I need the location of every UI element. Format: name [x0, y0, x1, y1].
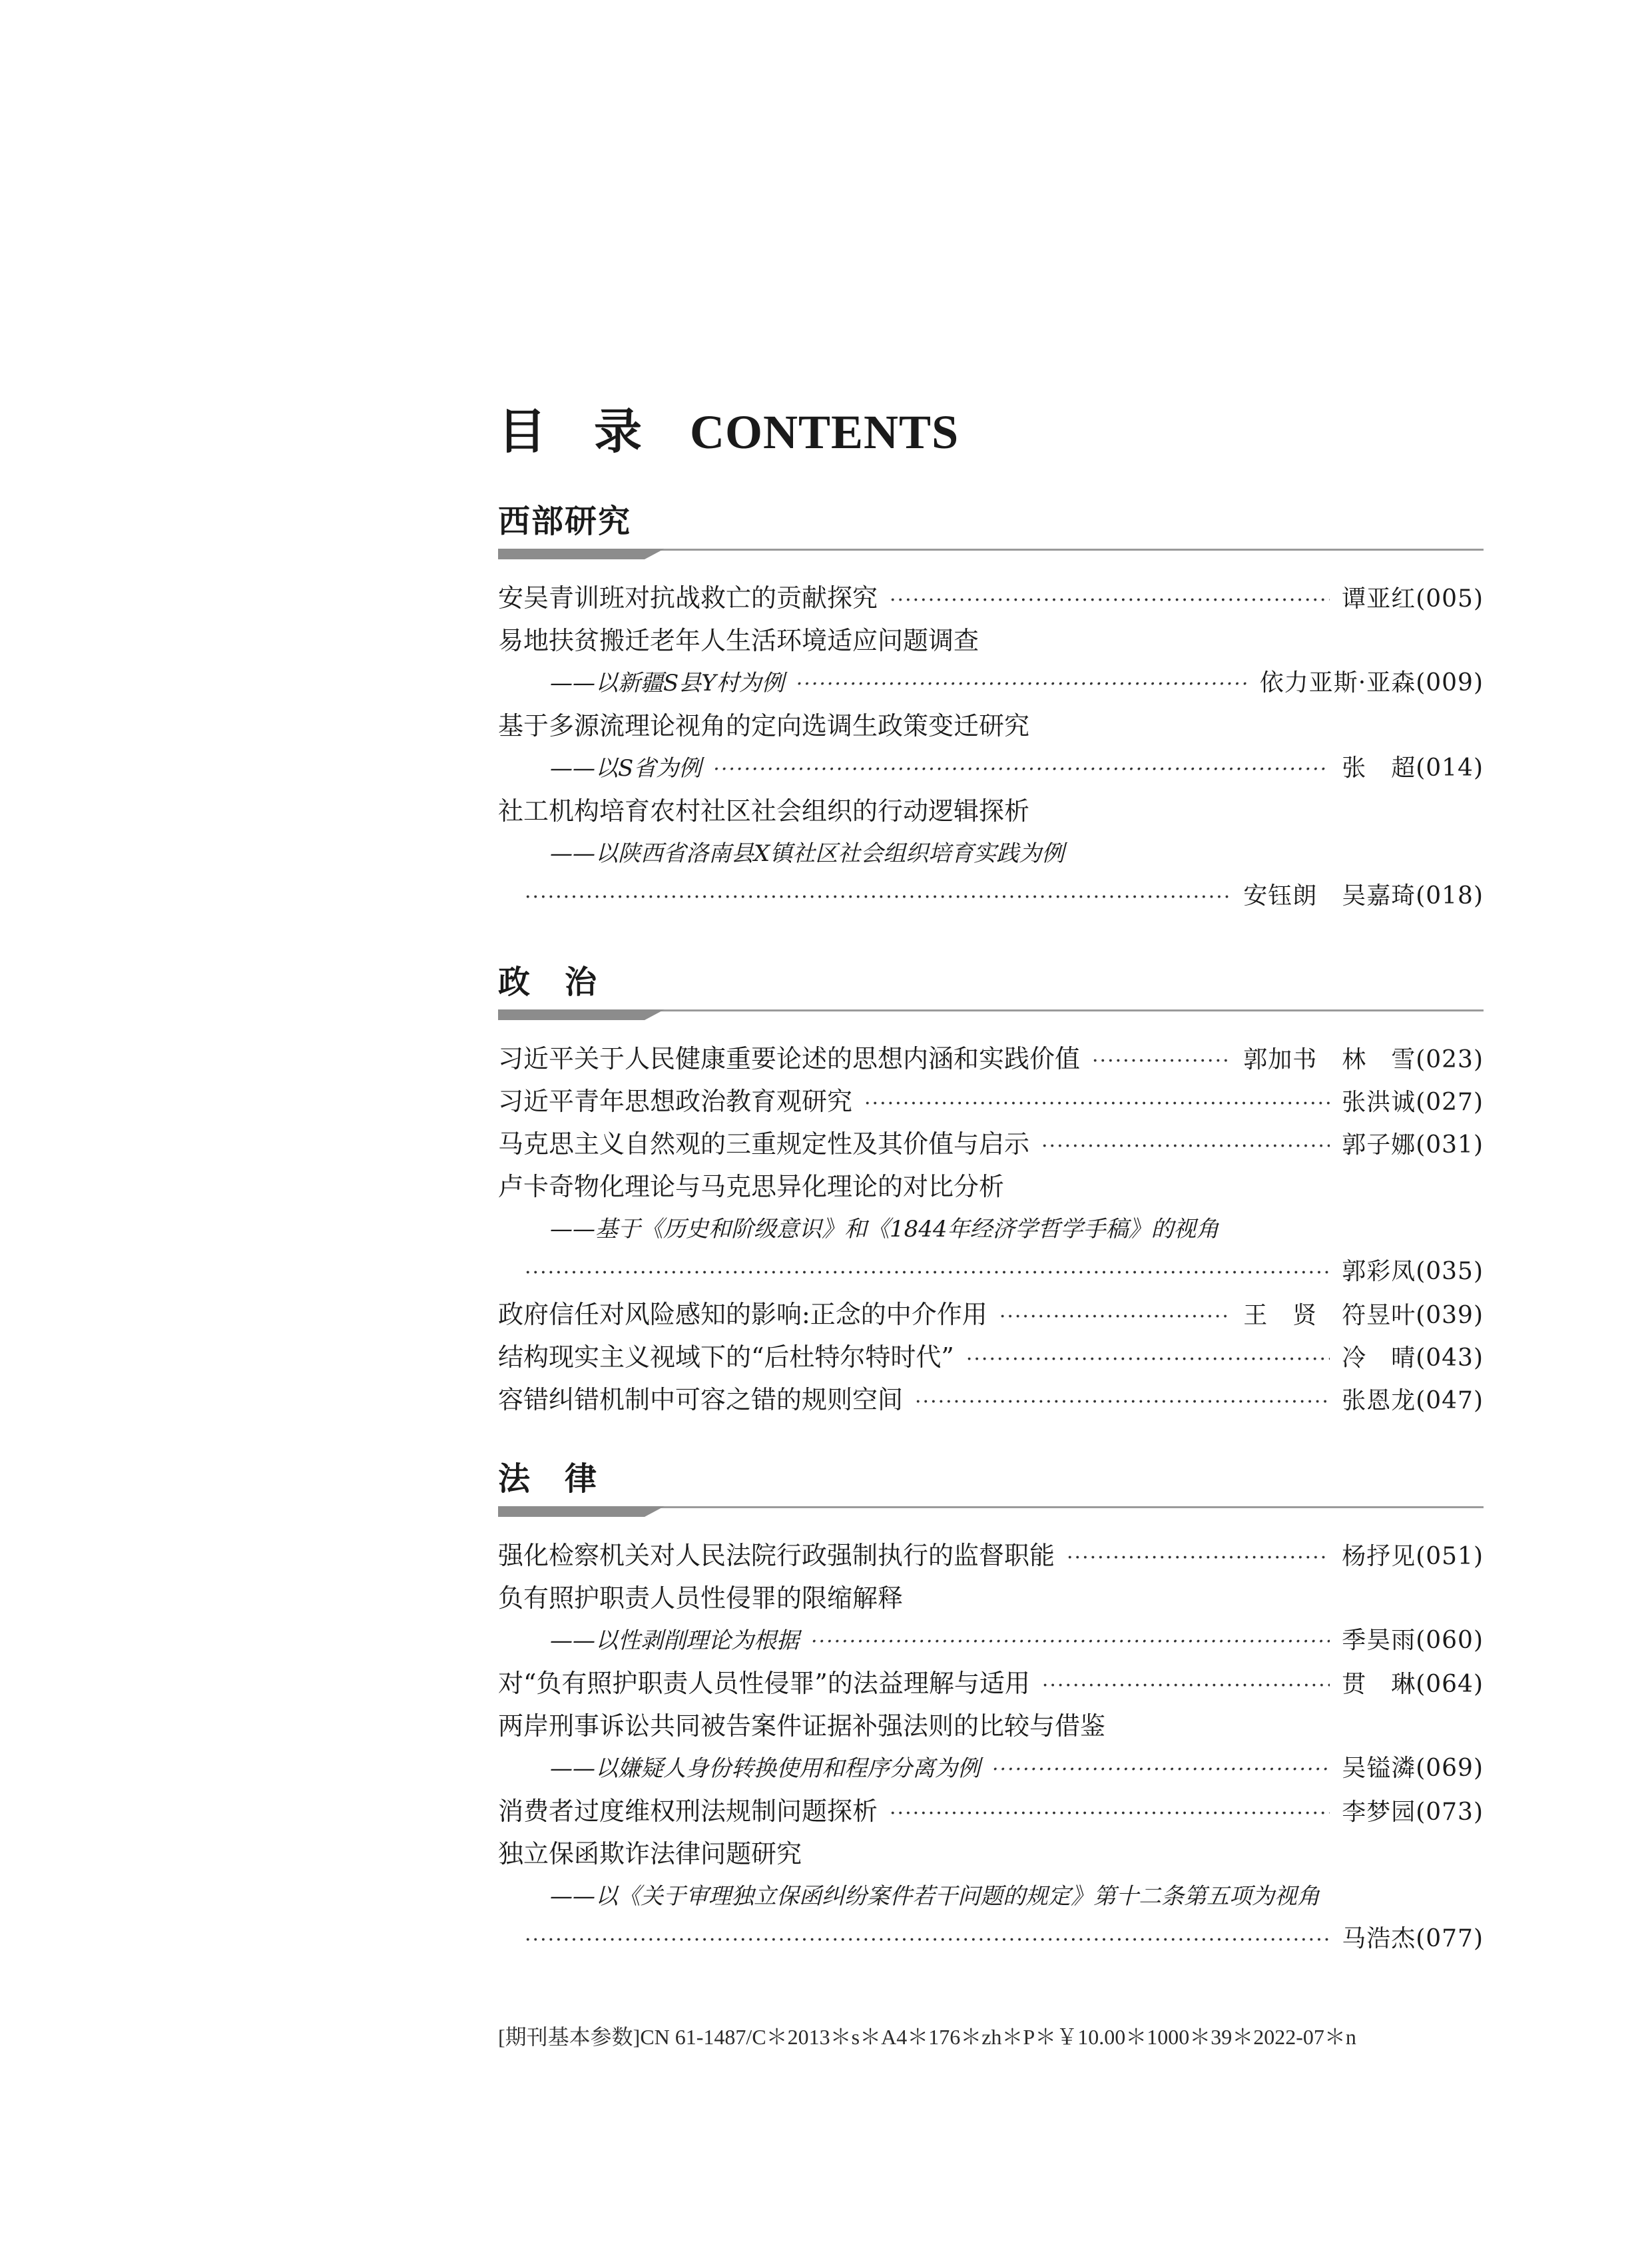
entry-author-page: 谭亚红(005) [1342, 585, 1484, 613]
entry-author-page: 王 贤 符昱叶(039) [1243, 1302, 1484, 1329]
toc-section [498, 1456, 1484, 1960]
entry-subtitle: ——以新疆S县Y村为例 [550, 670, 784, 697]
leader-dots [864, 1083, 1330, 1125]
section-title: 政 治 [498, 964, 599, 1001]
entry-title: 安吴青训班对抗战救亡的贡献探究 [498, 583, 878, 613]
leader-dots [525, 1919, 1330, 1962]
title-zh: 目录 [498, 406, 690, 459]
section-title: 法 律 [498, 1460, 599, 1498]
entry-title: 易地扶贫搬迁老年人生活环境适应问题调查 [498, 626, 979, 655]
page-title [498, 393, 959, 462]
toc-section [498, 959, 1484, 1421]
entry-subtitle: ——以S省为例 [550, 755, 702, 782]
entry-author-page: 马浩杰(077) [1342, 1925, 1484, 1952]
entry-title: 马克思主义自然观的三重规定性及其价值与启示 [498, 1129, 1030, 1159]
toc-entry-author-row[interactable] [498, 875, 1484, 918]
entry-title: 负有照护职责人员性侵罪的限缩解释 [498, 1583, 904, 1613]
leader-dots [966, 1338, 1330, 1381]
toc-entry-subtitle-row[interactable] [498, 747, 1484, 790]
toc-entry[interactable] [498, 1662, 1484, 1705]
toc-entry[interactable] [498, 1534, 1484, 1577]
entry-title: 基于多源流理论视角的定向选调生政策变迁研究 [498, 711, 1030, 740]
leader-dots [1042, 1665, 1330, 1707]
entry-title: 社工机构培育农村社区社会组织的行动逻辑探析 [498, 796, 1030, 826]
leader-dots [890, 1793, 1330, 1835]
leader-dots [525, 876, 1231, 919]
entry-author-page: 郭彩凤(035) [1342, 1258, 1484, 1285]
toc-entry[interactable] [498, 1577, 1484, 1619]
leader-dots [811, 1621, 1330, 1663]
leader-dots [713, 748, 1330, 791]
entry-subtitle: ——以陕西省洛南县X镇社区社会组织培育实践为例 [550, 840, 1065, 867]
entry-subtitle: ——以性剥削理论为根据 [550, 1627, 799, 1654]
entry-title: 习近平青年思想政治教育观研究 [498, 1087, 853, 1116]
entry-author-page: 贯 琳(064) [1342, 1671, 1484, 1698]
toc-entry[interactable] [498, 1293, 1484, 1336]
toc-entry-author-row[interactable] [498, 1251, 1484, 1293]
entry-author-page: 郭子娜(031) [1342, 1131, 1484, 1159]
entry-title: 政府信任对风险感知的影响:正念的中介作用 [498, 1300, 987, 1329]
leader-dots [1067, 1537, 1330, 1579]
toc-entry[interactable] [498, 1705, 1484, 1747]
entry-title: 习近平关于人民健康重要论述的思想内涵和实践价值 [498, 1044, 1081, 1073]
leader-dots [796, 663, 1248, 706]
leader-dots [915, 1381, 1330, 1424]
toc-entry[interactable] [498, 1080, 1484, 1123]
entry-subtitle: ——以嫌疑人身份转换使用和程序分离为例 [550, 1755, 980, 1782]
toc-entry[interactable] [498, 704, 1484, 747]
entry-author-page: 吴镒潾(069) [1342, 1755, 1484, 1782]
toc-entry-subtitle-row[interactable] [498, 1208, 1484, 1251]
leader-dots [999, 1296, 1231, 1338]
section-rule [498, 1009, 1484, 1020]
entry-title: 结构现实主义视域下的“后杜特尔特时代” [498, 1342, 954, 1372]
entry-title: 独立保函欺诈法律问题研究 [498, 1839, 802, 1868]
title-en: CONTENTS [690, 406, 960, 459]
toc-entry[interactable] [498, 1378, 1484, 1421]
entry-author-page: 李梦园(073) [1342, 1799, 1484, 1826]
section-rule [498, 1506, 1484, 1517]
toc-entry[interactable] [498, 1832, 1484, 1875]
toc-page [498, 0, 1484, 2242]
entry-author-page: 冷 晴(043) [1342, 1344, 1484, 1372]
toc-entry-subtitle-row[interactable] [498, 662, 1484, 704]
entry-author-page: 张 超(014) [1342, 754, 1484, 782]
entry-subtitle: ——基于《历史和阶级意识》和《1844年经济学哲学手稿》的视角 [550, 1216, 1219, 1243]
toc-section [498, 498, 1484, 918]
toc-entry-subtitle-row[interactable] [498, 1619, 1484, 1662]
toc-entry[interactable] [498, 1123, 1484, 1165]
toc-entry[interactable] [498, 790, 1484, 832]
entry-subtitle: ——以《关于审理独立保函纠纷案件若干问题的规定》第十二条第五项为视角 [550, 1883, 1320, 1910]
leader-dots [992, 1749, 1330, 1791]
leader-dots [525, 1252, 1330, 1294]
entry-author-page: 张恩龙(047) [1342, 1387, 1484, 1414]
entry-author-page: 依力亚斯·亚森(009) [1259, 669, 1484, 697]
leader-dots [1092, 1040, 1231, 1083]
entry-title: 卢卡奇物化理论与马克思异化理论的对比分析 [498, 1172, 1005, 1201]
toc-entry[interactable] [498, 1336, 1484, 1378]
journal-parameters: [期刊基本参数]CN 61-1487/C＊2013＊s＊A4＊176＊zh＊P＊￥10.00＊1000＊39＊2022-07＊n [498, 2025, 1356, 2049]
entry-title: 两岸刑事诉讼共同被告案件证据补强法则的比较与借鉴 [498, 1711, 1106, 1741]
toc-entry-subtitle-row[interactable] [498, 832, 1484, 875]
toc-entry-subtitle-row[interactable] [498, 1875, 1484, 1918]
entry-title: 容错纠错机制中可容之错的规则空间 [498, 1385, 904, 1414]
toc-entry-author-row[interactable] [498, 1918, 1484, 1960]
entry-author-page: 季昊雨(060) [1342, 1627, 1484, 1654]
section-title: 西部研究 [498, 503, 632, 540]
toc-entry[interactable] [498, 577, 1484, 619]
toc-entry-subtitle-row[interactable] [498, 1747, 1484, 1790]
entry-author-page: 杨抒见(051) [1342, 1543, 1484, 1570]
entry-author-page: 郭加书 林 雪(023) [1243, 1046, 1484, 1073]
entry-author-page: 张洪诚(027) [1342, 1089, 1484, 1116]
toc-entry[interactable] [498, 1037, 1484, 1080]
toc-entry[interactable] [498, 1165, 1484, 1208]
toc-entry[interactable] [498, 1790, 1484, 1832]
toc-entry[interactable] [498, 619, 1484, 662]
entry-author-page: 安钰朗 吴嘉琦(018) [1243, 882, 1484, 910]
leader-dots [1041, 1125, 1330, 1168]
section-rule [498, 549, 1484, 559]
entry-title: 对“负有照护职责人员性侵罪”的法益理解与适用 [498, 1669, 1030, 1698]
entry-title: 消费者过度维权刑法规制问题探析 [498, 1797, 878, 1826]
entry-title: 强化检察机关对人民法院行政强制执行的监督职能 [498, 1541, 1055, 1570]
leader-dots [890, 579, 1330, 622]
